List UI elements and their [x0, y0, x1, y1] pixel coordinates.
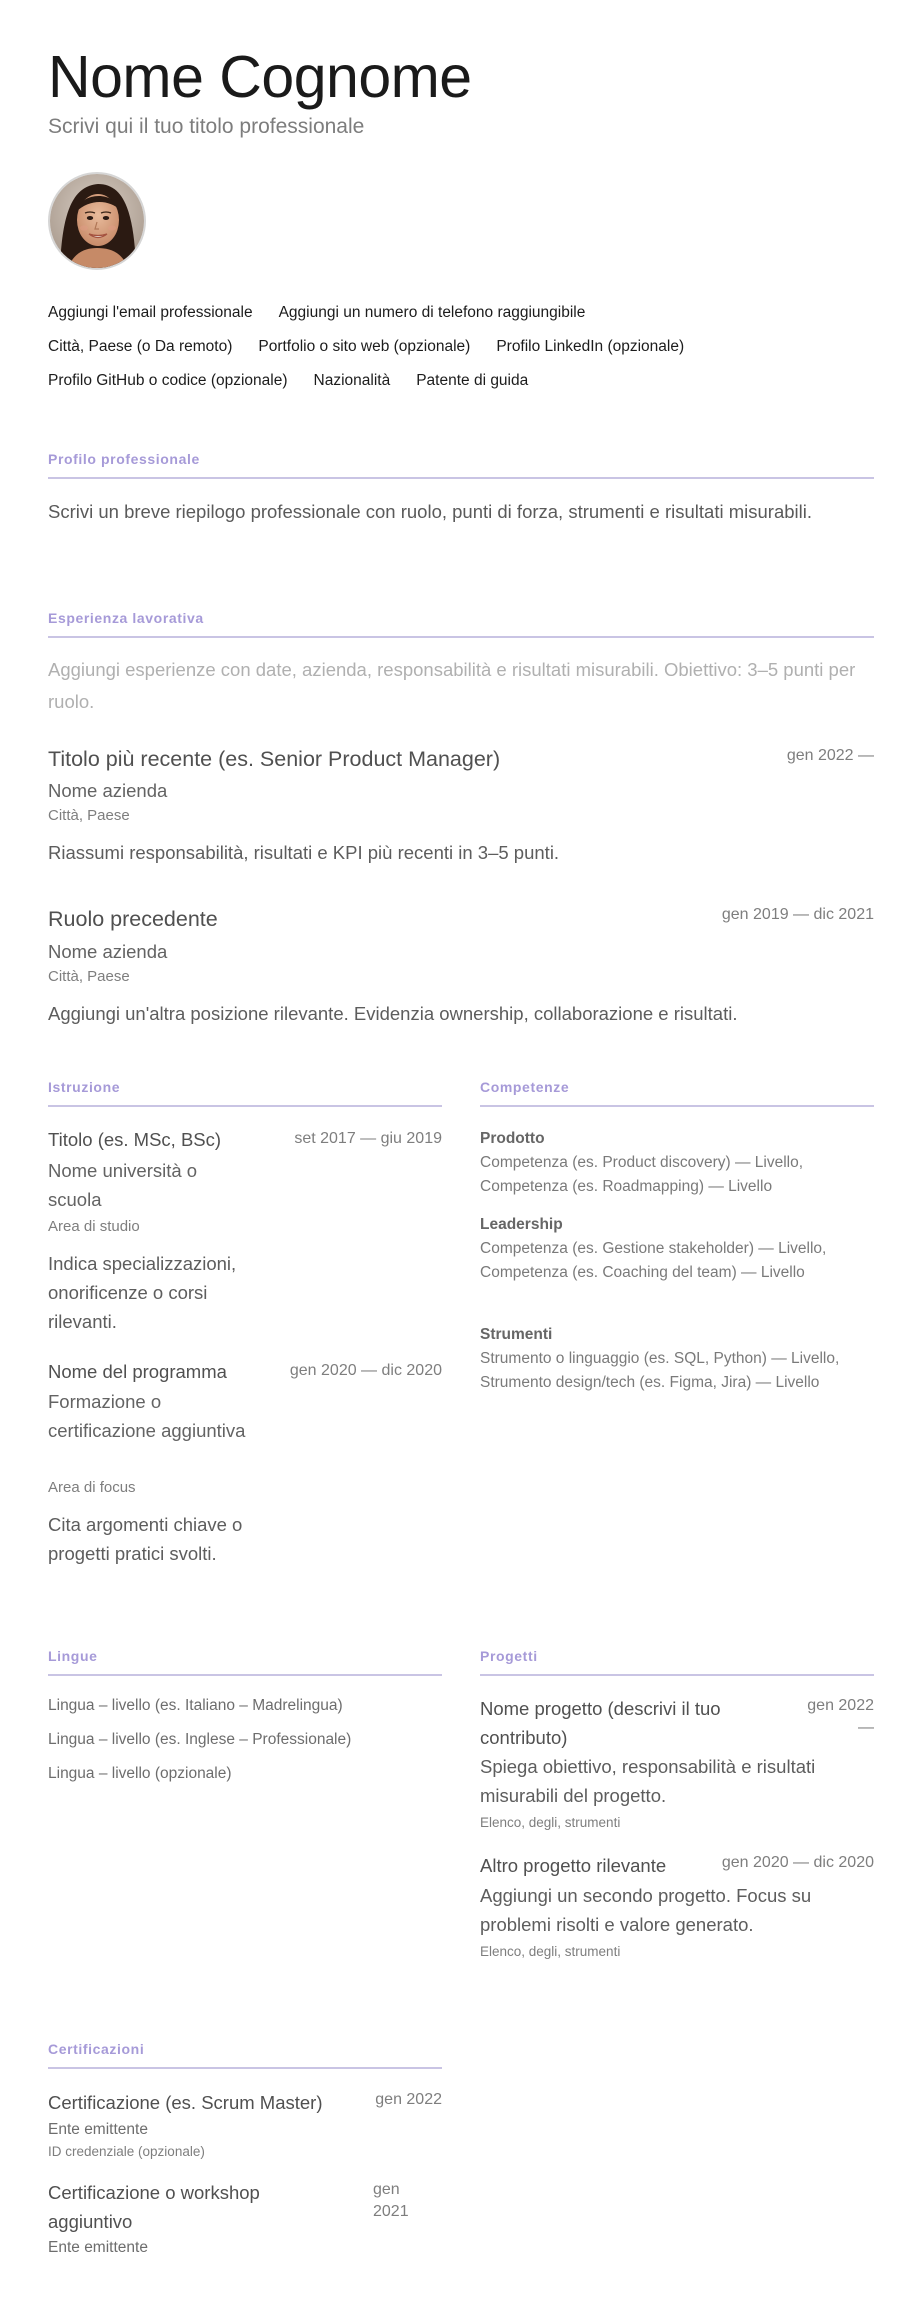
certification-issuer[interactable]: Ente emittente [48, 2239, 148, 2256]
project-title[interactable]: Nome progetto (descrivi il tuo contributo) [480, 1698, 721, 1748]
certification-issuer[interactable]: Ente emittente [48, 2121, 148, 2138]
section-heading-certifications: Certificazioni [48, 2041, 145, 2057]
education-description[interactable]: Indica specializzazioni, onorificenze o corsi rilevanti. [48, 1253, 237, 1332]
certifications-column [48, 0, 442, 2308]
location-placeholder[interactable]: Città, Paese (o Da remoto) [48, 338, 233, 355]
projects-column [480, 0, 874, 2000]
nationality-placeholder[interactable]: Nazionalità [313, 372, 391, 389]
certification-date[interactable]: gen 2021 [373, 2181, 409, 2220]
skill-category[interactable]: Leadership [480, 1216, 563, 1233]
job-description[interactable]: Aggiungi un'altra posizione rilevante. Evidenzia ownership, collaborazione e risultati. [48, 1003, 738, 1024]
degree-title[interactable]: Nome del programma [48, 1361, 227, 1382]
field-of-study[interactable]: Area di focus [48, 1479, 136, 1496]
certification-title[interactable]: Certificazione o workshop aggiuntivo [48, 2182, 260, 2232]
section-heading-languages: Lingue [48, 1648, 98, 1664]
job-dates[interactable]: gen 2022 — [786, 747, 874, 764]
driving-license-placeholder[interactable]: Patente di guida [416, 372, 529, 389]
field-of-study[interactable]: Area di studio [48, 1218, 140, 1235]
section-divider [48, 2067, 442, 2069]
project-tech[interactable]: Elenco, degli, strumenti [480, 1815, 621, 1830]
degree-dates[interactable]: gen 2020 — dic 2020 [289, 1362, 442, 1379]
skill-category[interactable]: Strumenti [480, 1326, 553, 1343]
language-item[interactable]: Lingua – livello (es. Inglese – Professionale) [48, 1731, 352, 1748]
email-placeholder[interactable]: Aggiungi l'email professionale [48, 304, 253, 321]
project-description[interactable]: Aggiungi un secondo progetto. Focus su problemi risolti e valore generato. [480, 1885, 812, 1935]
section-divider [480, 1674, 874, 1676]
project-dates[interactable]: gen 2020 — dic 2020 [721, 1854, 874, 1871]
project-dates[interactable]: gen 2022 — [807, 1697, 874, 1736]
language-item[interactable]: Lingua – livello (es. Italiano – Madrelingua) [48, 1697, 343, 1714]
certification-title[interactable]: Certificazione (es. Scrum Master) [48, 2092, 323, 2113]
language-item[interactable]: Lingua – livello (opzionale) [48, 1765, 232, 1782]
job-dates[interactable]: gen 2019 — dic 2021 [721, 906, 874, 923]
certification-date[interactable]: gen 2022 [375, 2091, 442, 2108]
section-heading-skills: Competenze [480, 1079, 570, 1095]
job-location[interactable]: Città, Paese [48, 968, 130, 985]
education-description[interactable]: Cita argomenti chiave o progetti pratici svolti. [48, 1514, 243, 1564]
project-tech[interactable]: Elenco, degli, strumenti [480, 1944, 621, 1959]
section-heading-projects: Progetti [480, 1648, 538, 1664]
professional-headline: Scrivi qui il tuo titolo professionale [48, 115, 365, 138]
job-title[interactable]: Titolo più recente (es. Senior Product Manager) [48, 747, 501, 771]
section-heading-profile: Profilo professionale [48, 451, 200, 467]
degree-title[interactable]: Titolo (es. MSc, BSc) [48, 1129, 222, 1150]
project-title[interactable]: Altro progetto rilevante [480, 1855, 667, 1876]
job-title[interactable]: Ruolo precedente [48, 907, 218, 931]
skill-category[interactable]: Prodotto [480, 1130, 545, 1147]
job-location[interactable]: Città, Paese [48, 807, 130, 824]
degree-dates[interactable]: set 2017 — giu 2019 [294, 1130, 442, 1147]
github-placeholder[interactable]: Profilo GitHub o codice (opzionale) [48, 372, 288, 389]
website-placeholder[interactable]: Portfolio o sito web (opzionale) [258, 338, 471, 355]
project-description[interactable]: Spiega obiettivo, responsabilità e risultati misurabili del progetto. [480, 1756, 816, 1806]
certification-credential-id[interactable]: ID credenziale (opzionale) [48, 2144, 205, 2159]
section-heading-education: Istruzione [48, 1079, 121, 1095]
skill-list[interactable]: Strumento o linguaggio (es. SQL, Python) — Livello, Strumento design/tech (es. Figma, Jira) — Livello [480, 1350, 840, 1391]
job-company[interactable]: Nome azienda [48, 941, 168, 962]
job-description[interactable]: Riassumi responsabilità, risultati e KPI più recenti in 3–5 punti. [48, 842, 560, 863]
linkedin-placeholder[interactable]: Profilo LinkedIn (opzionale) [496, 338, 685, 355]
experience-hint: Aggiungi esperienze con date, azienda, responsabilità e risultati misurabili. Obiettivo: 3–5 punti per ruolo. [48, 659, 856, 712]
phone-placeholder[interactable]: Aggiungi un numero di telefono raggiungibile [278, 304, 586, 321]
skill-list[interactable]: Competenza (es. Product discovery) — Livello, Competenza (es. Roadmapping) — Livello [480, 1154, 804, 1195]
section-heading-experience: Esperienza lavorativa [48, 610, 204, 626]
school-name[interactable]: Formazione o certificazione aggiuntiva [48, 1391, 246, 1441]
school-name[interactable]: Nome università o scuola [48, 1160, 198, 1210]
skill-list[interactable]: Competenza (es. Gestione stakeholder) — Livello, Competenza (es. Coaching del team) — Livello [480, 1240, 827, 1281]
job-company[interactable]: Nome azienda [48, 780, 168, 801]
profile-summary[interactable]: Scrivi un breve riepilogo professionale con ruolo, punti di forza, strumenti e risultati misurabili. [48, 501, 812, 522]
full-name: Nome Cognome [48, 44, 472, 110]
